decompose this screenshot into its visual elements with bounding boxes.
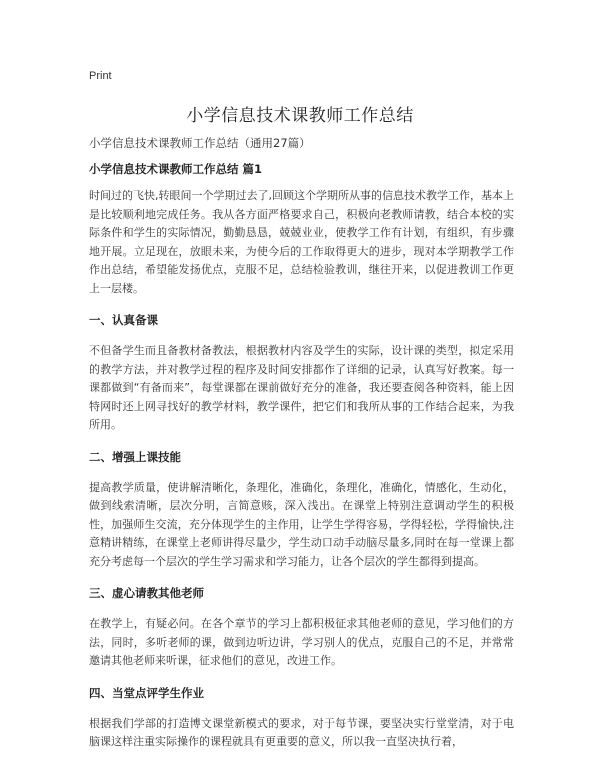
article-body <box>89 135 514 752</box>
section-heading-1: 一、认真备课 <box>89 313 158 327</box>
section-paragraph-1: 不但备学生而且备教材备教法，根据教材内容及学生的实际，设计课的类型，拟定采用的教学方法，并对教学过程的程序及时间安排都作了详细的记录，认真写好教案。每一课都做到“有备而来”，每堂课都在课前做好充分的准备，我还要查阅各种资料，能上因特网时还上网寻找好的教学材料，教学课件，把它们和我所从事的工作结合起来，为我所用。 <box>89 344 514 431</box>
intro-paragraph: 时间过的飞快,转眼间一个学期过去了,回顾这个学期所从事的信息技术教学工作，基本上是比较顺利地完成任务。我从各方面严格要求自己，积极向老教师请教，结合本校的实际条件和学生的实际情况，勤勤恳恳，兢兢业业，使教学工作有计划，有组织，有步骤地开展。立足现在，放眼未来，为使今后的工作取得更大的进步，现对本学期教学工作作出总结，希望能发扬优点，克服不足，总结检验教训，继往开来，以促进教训工作更上一层楼。 <box>89 189 514 295</box>
section-paragraph-4: 根据我们学部的打造博文课堂新模式的要求，对于每节课，要坚决实行堂堂清，对于电脑课这样注重实际操作的课程就具有更重要的意义，所以我一直坚决执行着， <box>89 716 514 748</box>
section-heading-3: 三、虚心请教其他老师 <box>89 586 204 600</box>
section-heading-2: 二、增强上课技能 <box>89 449 181 464</box>
document-subtitle: 小学信息技术课教师工作总结（通用27篇） <box>89 136 311 150</box>
section-paragraph-2: 提高教学质量，使讲解清晰化，条理化，准确化，条理化，准确化，情感化，生动化，做到线索清晰，层次分明，言简意赅，深入浅出。在课堂上特别注意调动学生的积极性，加强师生交流，充分体现学生的主作用，让学生学得容易，学得轻松，学得愉快,注意精讲精练，在课堂上老师讲得尽量少，学生动口动手动脑尽量多,同时在每一堂课上都充分考虑每一个层次的学生学习需求和学习能力，让各个层次的学生都得到提高。 <box>89 480 514 568</box>
section-paragraph-3: 在教学上，有疑必问。在各个章节的学习上都积极征求其他老师的意见，学习他们的方法，同时，多听老师的课，做到边听边讲，学习别人的优点，克服自己的不足，并常常邀请其他老师来听课，征求他们的意见，改进工作。 <box>89 617 514 667</box>
section-heading-4: 四、当堂点评学生作业 <box>89 685 204 700</box>
article-heading: 小学信息技术课教师工作总结 篇1 <box>89 162 263 176</box>
print-link[interactable]: Print <box>89 70 112 82</box>
document-title: 小学信息技术课教师工作总结 <box>186 106 414 126</box>
